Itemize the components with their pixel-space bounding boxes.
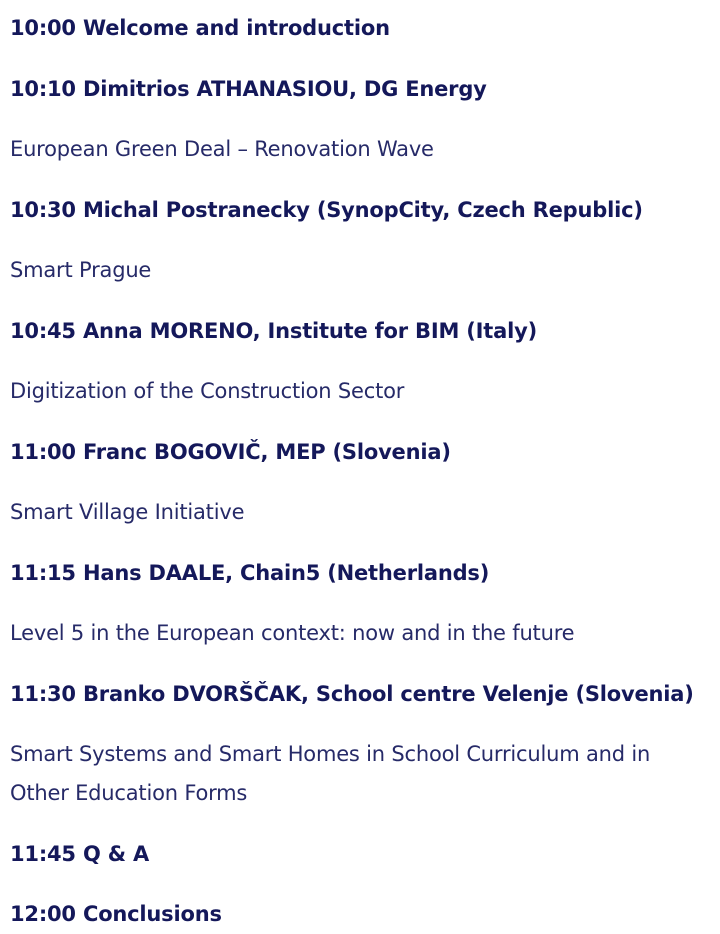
agenda-item-heading bbox=[10, 13, 390, 43]
agenda-item-time: 10:00 bbox=[10, 16, 76, 40]
agenda-item-time: 11:45 bbox=[10, 842, 76, 866]
agenda-item-time: 10:10 bbox=[10, 77, 76, 101]
agenda-item-title: Branko DVORŠČAK, School centre Velenje (Slovenia) bbox=[82, 682, 694, 706]
agenda-item-time: 10:30 bbox=[10, 198, 76, 222]
agenda-item-time: 11:00 bbox=[10, 440, 76, 464]
agenda-item-heading bbox=[10, 74, 487, 104]
agenda-item-title: Michal Postranecky (SynopCity, Czech Republic) bbox=[82, 198, 643, 222]
agenda-item-heading bbox=[10, 899, 222, 929]
agenda-item-time: 10:45 bbox=[10, 319, 76, 343]
agenda-item-subtitle: Smart Village Initiative bbox=[10, 500, 245, 524]
agenda-item-time: 11:30 bbox=[10, 682, 76, 706]
agenda-item-title: Welcome and introduction bbox=[82, 16, 390, 40]
agenda-item-heading bbox=[10, 195, 643, 225]
agenda-item-subtitle: Digitization of the Construction Sector bbox=[10, 379, 405, 403]
agenda-item-subtitle: Level 5 in the European context: now and in the future bbox=[10, 621, 575, 645]
agenda-item-title: Conclusions bbox=[82, 902, 222, 926]
agenda-item-time: 11:15 bbox=[10, 561, 76, 585]
agenda-item-heading bbox=[10, 316, 537, 346]
agenda-item-title: Anna MORENO, Institute for BIM (Italy) bbox=[82, 319, 537, 343]
agenda-item-title: Franc BOGOVIČ, MEP (Slovenia) bbox=[82, 440, 451, 464]
agenda-item-heading bbox=[10, 839, 149, 869]
agenda-item-time: 12:00 bbox=[10, 902, 76, 926]
agenda-item-title: Hans DAALE, Chain5 (Netherlands) bbox=[82, 561, 490, 585]
agenda-item-subtitle: European Green Deal – Renovation Wave bbox=[10, 137, 434, 161]
agenda-item-title: Q & A bbox=[82, 842, 150, 866]
agenda-item-subtitle: Other Education Forms bbox=[10, 781, 248, 805]
agenda-item-heading bbox=[10, 679, 694, 709]
agenda-item-subtitle: Smart Prague bbox=[10, 258, 152, 282]
agenda-item-heading bbox=[10, 558, 489, 588]
agenda-item-title: Dimitrios ATHANASIOU, DG Energy bbox=[82, 77, 487, 101]
agenda-item-heading bbox=[10, 437, 451, 467]
agenda-item-subtitle: Smart Systems and Smart Homes in School Curriculum and in bbox=[10, 742, 651, 766]
